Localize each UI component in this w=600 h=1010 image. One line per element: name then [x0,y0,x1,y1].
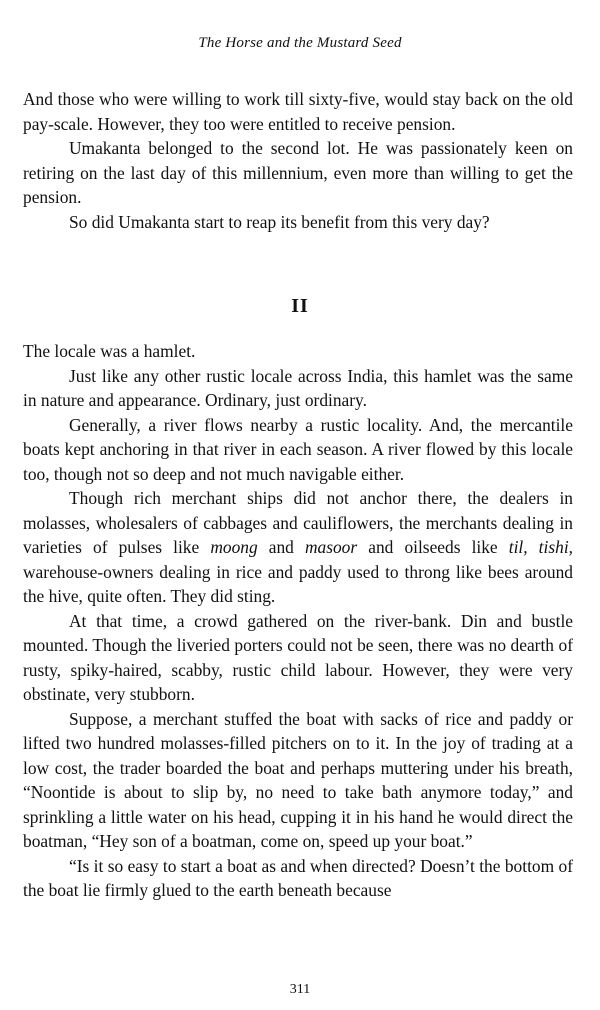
paragraph [23,486,573,609]
text-block-1 [23,87,573,234]
paragraph: The locale was a hamlet. [23,341,196,361]
italic-term: masoor [304,537,358,557]
paragraph: And those who were willing to work till sixty-five, would stay back on the old pay-scale. However, they too were entitled to receive pension. [23,89,573,134]
paragraph: Just like any other rustic locale across India, this hamlet was the same in nature and appearance. Ordinary, just ordinary. [23,365,573,410]
text-run: and oilseeds like [357,537,509,557]
paragraph: “Is it so easy to start a boat as and when directed? Doesn’t the bottom of the boat lie firmly glued to the earth beneath because [23,855,573,900]
text-block-2 [23,339,573,903]
paragraph: At that time, a crowd gathered on the river-bank. Din and bustle mounted. Though the liveried porters could not be seen, there was no dearth of rusty, spiky-haired, scabby, rustic child labour. However, they were very obstinate, very stubborn. [23,610,573,704]
italic-term: til, tishi, [508,537,573,557]
text-run: and [257,537,305,557]
running-head: The Horse and the Mustard Seed [198,35,402,51]
paragraph: So did Umakanta start to reap its benefit from this very day? [69,211,490,232]
paragraph: Suppose, a merchant stuffed the boat with sacks of rice and paddy or lifted two hundred molasses-filled pitchers on to it. In the joy of trading at a low cost, the trader boarded the boat and perhaps muttering under his breath, “Noontide is about to slip by, no need to take bath anymore today,” and sprinkling a little water on his head, cupping it in his hand he would direct the boatman, “Hey son of a boatman, come on, speed up your boat.” [23,708,573,851]
italic-term: moong [210,537,258,557]
text-run: warehouse-owners dealing in rice and paddy used to throng like bees around the hive, quite often. They did sting. [23,561,573,606]
paragraph: Generally, a river flows nearby a rustic locality. And, the mercantile boats kept anchoring in that river in each season. A river flowed by this locale too, though not so deep and not much navigable either. [23,414,573,484]
text-run: Though rich merchant ships did not anchor there, the dealers in molasses, wholesalers of cabbages and cauliflowers, the merchants dealing in varieties of pulses like [23,488,573,557]
paragraph: Umakanta belonged to the second lot. He was passionately keen on retiring on the last day of this millennium, even more than willing to get the pension. [23,138,573,207]
page-number: 311 [289,982,311,997]
chapter-heading: II [291,295,309,317]
